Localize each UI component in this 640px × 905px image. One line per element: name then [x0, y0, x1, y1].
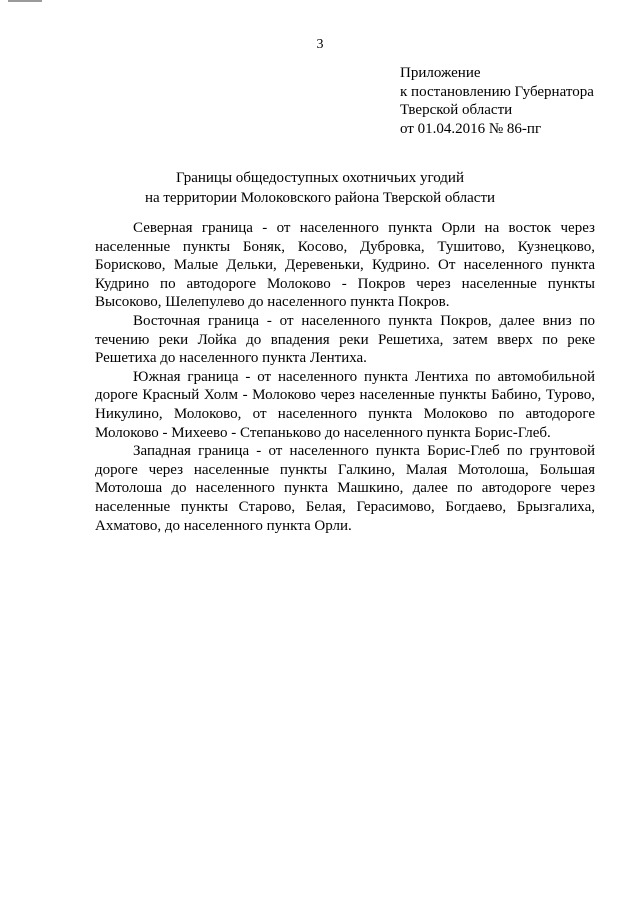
- paragraph-south-border: [95, 368, 595, 442]
- text-line: Ахматово, до населенного пункта Орли.: [95, 517, 352, 534]
- title-line: Границы общедоступных охотничьих угодий: [175, 170, 464, 186]
- page-number: 3: [316, 37, 324, 52]
- text-line: Борисково, Малые Дельки, Деревеньки, Кудрино. От населенного пункта: [95, 257, 595, 274]
- annex-block: [400, 64, 630, 138]
- title-line: на территории Молоковского района Тверской области: [144, 190, 496, 206]
- annex-line: Тверской области: [400, 102, 513, 118]
- text-line: Западная граница - от населенного пункта Борис-Глеб по грунтовой: [133, 443, 595, 460]
- text-line: Северная граница - от населенного пункта Орли на восток через: [133, 220, 595, 236]
- text-line: Южная граница - от населенного пункта Лентиха по автомобильной: [133, 368, 595, 385]
- text-line: Кудрино по автодороге Молоково - Покров через населенные пункты: [95, 275, 595, 292]
- text-line: Высоково, Шелепулево до населенного пункта Покров.: [95, 294, 450, 311]
- paragraph-west-border: [95, 442, 595, 535]
- annex-line: от 01.04.2016 № 86-пг: [400, 120, 542, 137]
- scan-corner-mark: [8, 0, 42, 2]
- text-line: дороге через населенные пункты Галкино, Малая Мотолоша, Большая: [95, 461, 595, 478]
- paragraph-east-border: [95, 312, 595, 368]
- text-line: Восточная граница - от населенного пункта Покров, далее вниз по: [133, 312, 595, 329]
- text-line: населенные пункты Старово, Белая, Герасимово, Богдаево, Брызгалиха,: [95, 498, 595, 515]
- text-line: Мотолоша до населенного пункта Машкино, далее по автодороге через: [95, 480, 595, 497]
- annex-line: Приложение: [400, 65, 481, 81]
- text-line: Никулино, Молоково, от населенного пункта Молоково по автодороге: [95, 405, 595, 422]
- document-title: [60, 168, 580, 208]
- text-line: Решетиха до населенного пункта Лентиха.: [95, 350, 367, 367]
- document-body: [95, 219, 595, 535]
- text-line: течению реки Лойка до впадения реки Решетиха, затем вверх по реке: [95, 331, 595, 348]
- text-line: населенные пункты Боняк, Косово, Дубровка, Тушитово, Кузнецково,: [95, 238, 595, 255]
- text-line: дороге Красный Холм - Молоково через населенные пункты Бабино, Турово,: [95, 387, 595, 404]
- annex-line: к постановлению Губернатора: [400, 83, 594, 100]
- text-line: Молоково - Михеево - Степаньково до населенного пункта Борис-Глеб.: [95, 424, 551, 441]
- paragraph-north-border: [95, 219, 595, 312]
